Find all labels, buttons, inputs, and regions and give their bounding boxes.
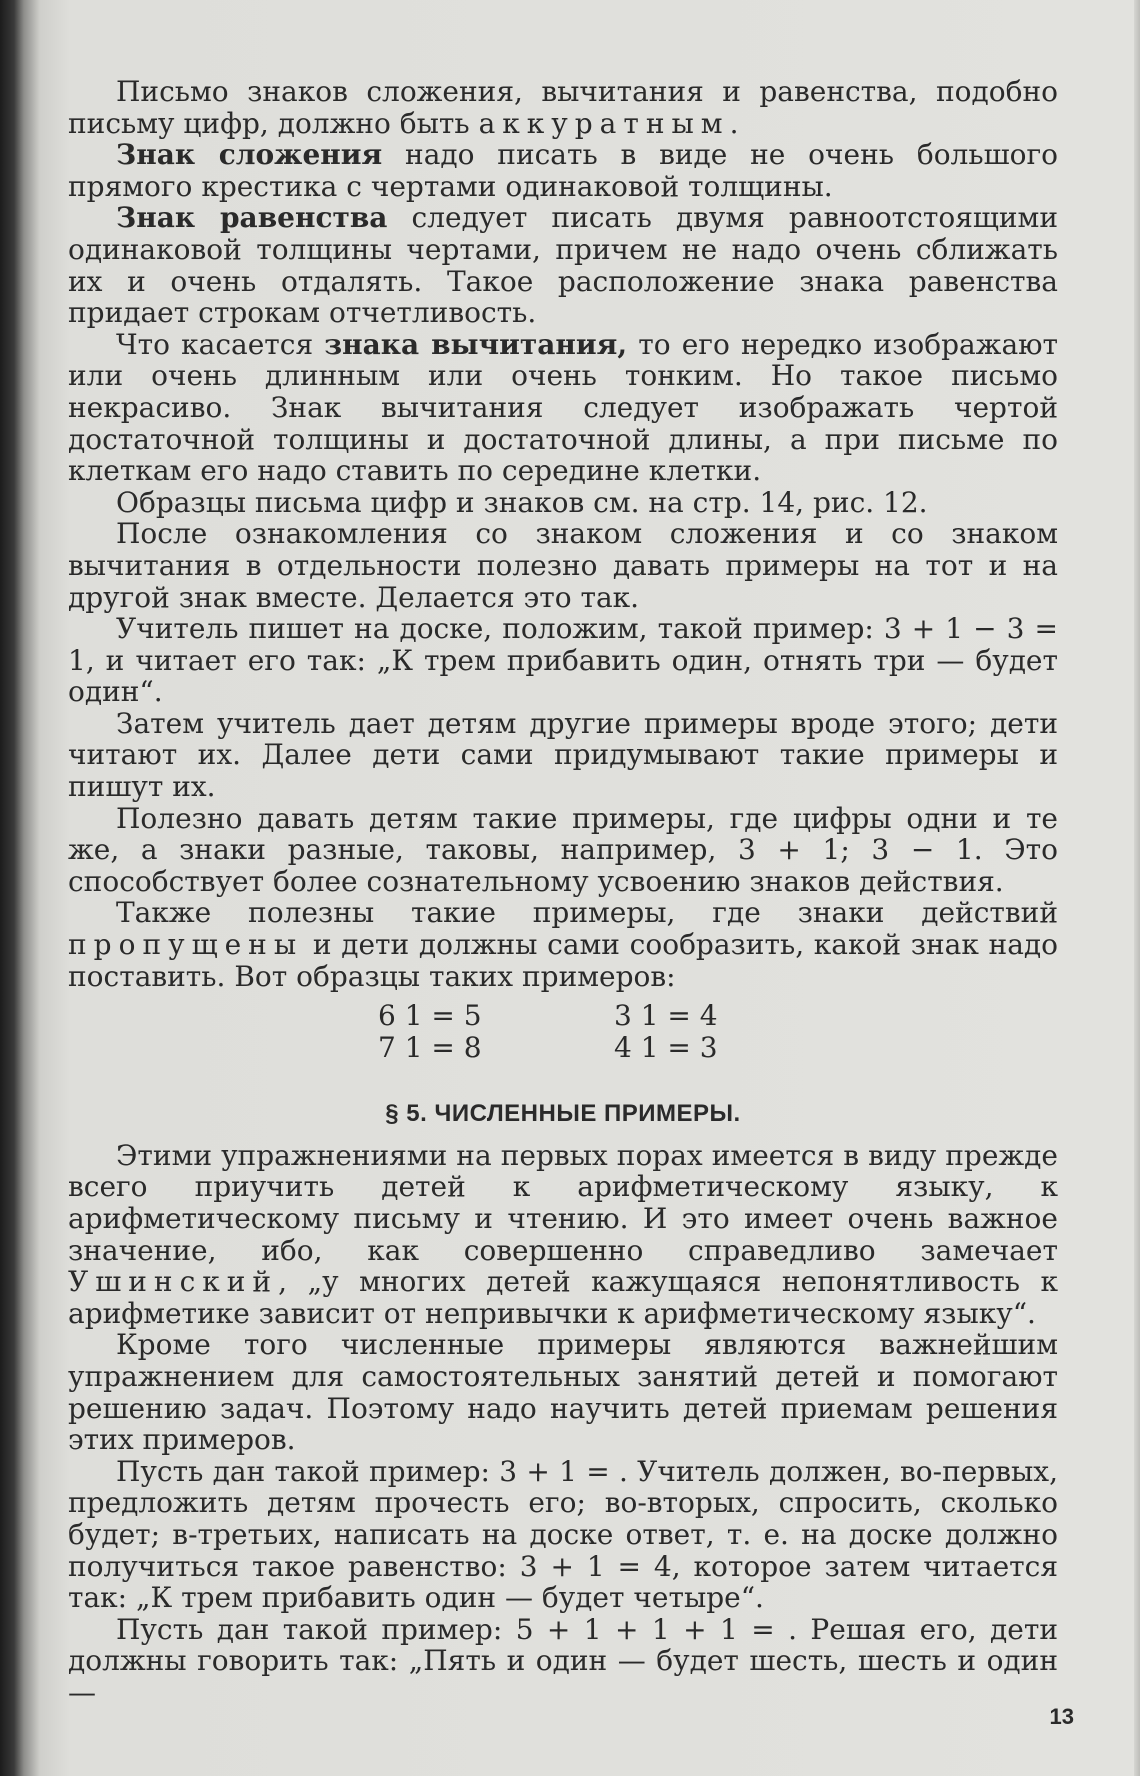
text-run: и дети должны сами сообразить, какой знак надо поставить. Вот образцы таких примеров: <box>68 928 1058 993</box>
text-run: После ознакомления со знаком сложения и со знаком вычитания в отдельности полезно давать примеры на тот и на другой знак вместе. Делается это так. <box>68 517 1058 614</box>
bold-term: Знак равенства <box>116 201 388 235</box>
spaced-emphasis: пропущены <box>68 928 304 962</box>
text-run: Также полезны такие примеры, где знаки действий <box>116 896 1058 930</box>
text-run: Затем учитель дает детям другие примеры вроде этого; дети читают их. Далее дети сами придумывают такие примеры и пишут их. <box>68 706 1058 804</box>
text-run: Образцы письма цифр и знаков см. на стр. 14, рис. 12. <box>116 485 928 519</box>
page-text <box>68 76 1058 1709</box>
text-run: надо писать в виде не очень большого прямого крестика с чертами одинаковой толщины. <box>68 138 1058 203</box>
text-run: Этими упражнениями на первых порах имеется в виду прежде всего приучить детей к арифметическому языку, к арифметическому письму и чтению. И это имеет очень важное значение, ибо, как совершенно справедливо замечает <box>68 1138 1058 1267</box>
paragraph <box>68 76 1058 139</box>
text-run: Кроме того численные примеры являются важнейшим упражнением для самостоятельных занятий детей и помогают решению задач. Поэтому надо научить детей приемам решения этих примеров. <box>68 1328 1058 1457</box>
paragraph <box>68 329 1058 487</box>
example: 7 1 = 8 <box>378 1031 482 1065</box>
example: 3 1 = 4 <box>614 999 718 1033</box>
section-heading: § 5. ЧИСЛЕННЫЕ ПРИМЕРЫ. <box>385 1100 741 1128</box>
paragraph <box>68 139 1058 202</box>
page-number: 13 <box>1049 1704 1074 1729</box>
text-run: Учитель пишет на доске, положим, такой пример: 3 + 1 − 3 = 1, и читает его так: „К трем прибавить один, отнять три — будет один“. <box>68 612 1058 709</box>
paragraph <box>68 1329 1058 1455</box>
spaced-emphasis: аккуратным <box>478 106 730 140</box>
bold-term: Знак сложения <box>116 138 383 172</box>
example-row <box>378 1000 1058 1032</box>
paragraph <box>68 708 1058 803</box>
text-run: , „у многих детей кажущаяся непонятливость к арифметике зависит от непривычки к арифметическому языку“. <box>68 1265 1058 1330</box>
paragraph <box>68 1140 1058 1330</box>
spaced-emphasis: Ушинский <box>68 1265 279 1299</box>
paragraph <box>68 613 1058 708</box>
paragraph <box>68 803 1058 898</box>
top-paragraphs <box>68 76 1058 992</box>
text-run: Пусть дан такой пример: 5 + 1 + 1 + 1 = . Решая его, дети должны говорить так: „Пять и один — будет шесть, шесть и один — <box>68 1612 1058 1709</box>
text-run: . <box>729 106 739 140</box>
text-run: Пусть дан такой пример: 3 + 1 = . Учитель должен, во-первых, предложить детям прочесть его; во-вторых, спросить, сколько будет; в-третьих, написать на доске ответ, т. е. на доске должно получиться такое равенство: 3 + 1 = 4, которое затем читается так: „К трем прибавить один — будет четыре“. <box>68 1454 1058 1615</box>
paragraph <box>68 1456 1058 1614</box>
paragraph <box>68 1614 1058 1709</box>
bottom-paragraphs <box>68 1140 1058 1709</box>
example: 6 1 = 5 <box>378 999 482 1033</box>
paragraph <box>68 518 1058 613</box>
text-run: то его нередко изображают или очень длинным или очень тонким. Но такое письмо некрасиво. Знак вычитания следует изображать чертой достаточной толщины и достаточной длины, а при письме по клеткам его надо ставить по середине клетки. <box>68 327 1059 488</box>
paragraph <box>68 202 1058 328</box>
text-run: Письмо знаков сложения, вычитания и равенства, подобно письму цифр, должно быть <box>68 75 1058 140</box>
example-row <box>378 1032 1058 1064</box>
bold-term: знака вычитания, <box>324 327 628 361</box>
paragraph <box>68 487 1058 519</box>
text-run: Полезно давать детям такие примеры, где цифры одни и те же, а знаки разные, таковы, например, 3 + 1; 3 − 1. Это способствует более сознательному усвоению знаков действия. <box>68 801 1058 898</box>
text-run: следует писать двумя равноотстоящими одинаковой толщины чертами, причем не надо очень сближать их и очень отдалять. Такое расположение знака равенства придает строкам отчетливость. <box>68 201 1058 330</box>
example: 4 1 = 3 <box>614 1031 718 1065</box>
paragraph <box>68 897 1058 992</box>
examples-block <box>378 1000 1058 1064</box>
text-run: Что касается <box>116 327 325 361</box>
